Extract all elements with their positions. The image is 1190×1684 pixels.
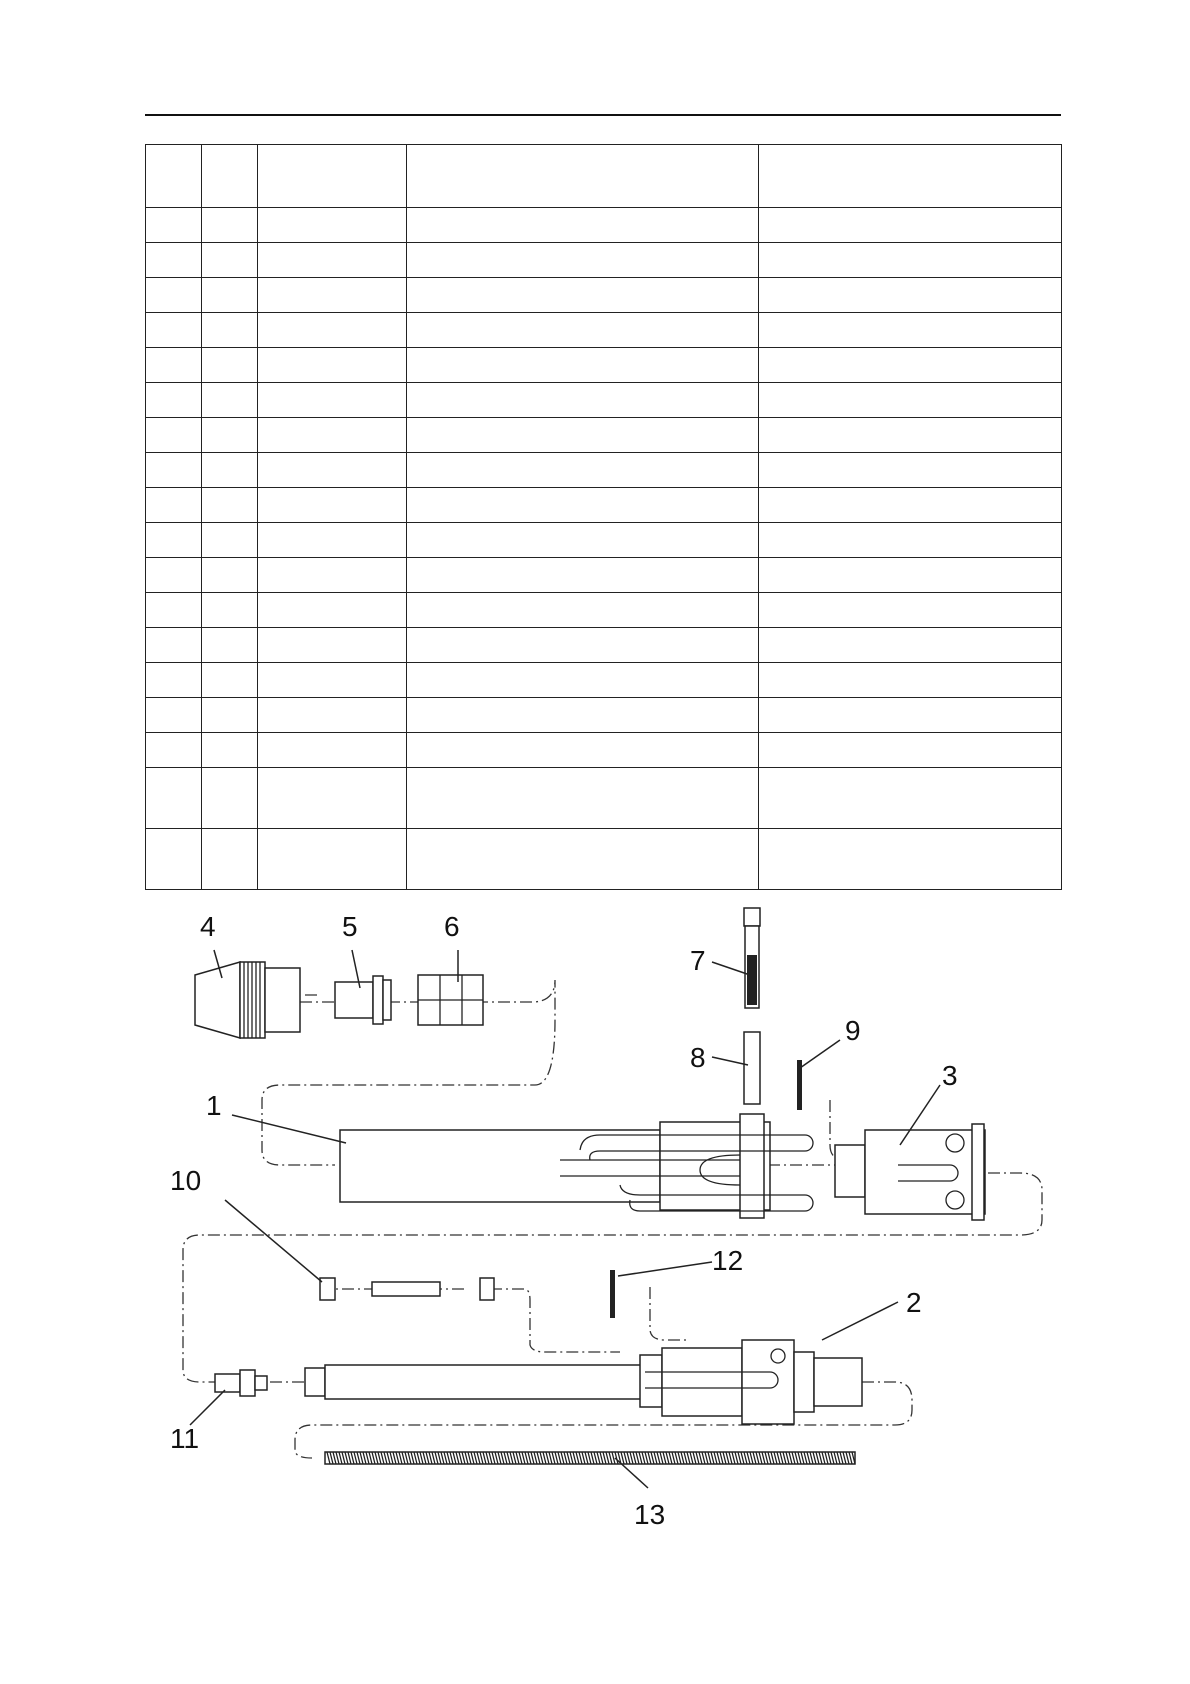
callout-7: 7 — [690, 945, 706, 976]
callout-12: 12 — [712, 1245, 744, 1276]
leader-lines — [190, 950, 940, 1488]
callout-9: 9 — [845, 1015, 861, 1046]
part-13-spring-liner — [325, 1452, 855, 1464]
part-4-nozzle — [195, 962, 300, 1038]
callout-2: 2 — [906, 1287, 922, 1318]
part-6-diffuser — [418, 975, 483, 1025]
callout-1: 1 — [206, 1090, 222, 1121]
part-8-sleeve — [744, 1032, 760, 1104]
callout-3: 3 — [942, 1060, 958, 1091]
callout-11: 11 — [170, 1423, 200, 1454]
part-3-adapter — [835, 1124, 985, 1220]
callout-10: 10 — [170, 1165, 202, 1196]
callout-5: 5 — [342, 911, 358, 942]
part-5-tip — [335, 976, 391, 1024]
callout-13: 13 — [634, 1499, 666, 1530]
part-12-pin — [610, 1270, 615, 1318]
callout-8: 8 — [690, 1042, 706, 1073]
callout-6: 6 — [444, 911, 460, 942]
part-1-torch-body — [340, 1114, 813, 1218]
callout-4: 4 — [200, 911, 216, 942]
part-7-screw — [744, 908, 760, 1008]
